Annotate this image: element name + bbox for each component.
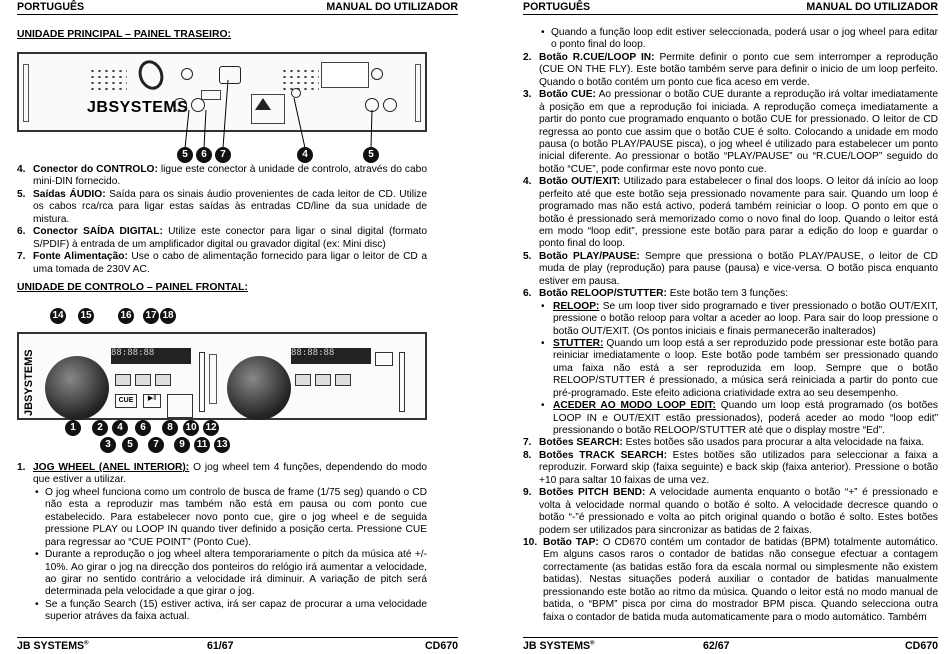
footer-page-number: 61/67: [207, 640, 234, 652]
front-badge: 4: [112, 420, 128, 436]
rear-badge: 5: [177, 147, 193, 163]
footer-page-number: 62/67: [703, 640, 730, 652]
front-badge: 2: [92, 420, 108, 436]
page-header: [523, 1, 938, 15]
front-panel-title: UNIDADE DE CONTROLO – PAINEL FRONTAL:: [17, 282, 248, 293]
right-page: [475, 0, 950, 654]
brand-logo: JBSYSTEMS: [87, 99, 189, 116]
brand-logo: JBSYSTEMS: [23, 349, 35, 416]
list-item: 4. Conector do CONTROLO: ligue este conector à unidade de controlo, através do cabo mini-DIN fornecido.: [17, 164, 427, 188]
list-item: 5. Saídas ÁUDIO: Saída para os sinais áudio provenientes de cada leitor de CD. Utilize os cabos rca/rca para ligar estas saídas às entradas CD/line da sua unidade de mistura.: [17, 188, 427, 225]
front-badge: 5: [122, 437, 138, 453]
header-manual-title: MANUAL DO UTILIZADOR: [806, 1, 938, 13]
list-item: 8. Botões TRACK SEARCH: Estes botões são utilizados para seleccionar a faixa a reproduzir. Forward skip (faixa seguinte) e back skip (faixa anterior). Pressione o botão +10 para saltar 10 faixas de uma vez.: [523, 449, 938, 486]
cue-button-illustration: CUE: [115, 394, 137, 408]
front-badge: 10: [183, 420, 199, 436]
jog-wheel-right: [227, 356, 291, 420]
bullet-item: • O jog wheel funciona como um controlo de busca de frame (1/75 seg) quando o CD não esta a reproduzir mas também não está em pausa ou com ponto cue estabelecido. Para estabelecer novo ponto cue, gire o jog wheel e de seguida pressione PLAY ou LOOP IN quando tiver definido a posição certa. Pressione CUE para regressar ao “CUE POINT” (Ponto Cue).: [35, 486, 427, 548]
rear-badge: 7: [215, 147, 231, 163]
front-badge: 13: [214, 437, 230, 453]
front-badge: 18: [160, 308, 176, 324]
right-items: [523, 27, 938, 624]
bullet-item: • Se a função Search (15) estiver activa, irá ser capaz de procurar a uma velocidade superior atráves da faixa actual.: [35, 598, 427, 623]
front-badge: 16: [118, 308, 134, 324]
page-footer: [523, 637, 938, 652]
list-item: 7. Botões SEARCH: Estes botões são usados para procurar a alta velocidade na faixa.: [523, 437, 925, 449]
footer-brand: JB SYSTEMS®: [523, 640, 595, 652]
bullet-item: • RELOOP: Se um loop tiver sido programado e tiver pressionado o botão OUT/EXIT, pressione o botão reloop para voltar a aceder ao loop. Para sair do loop pressione o botão OUT/EXIT. (Os pontos iniciais e finais permanecerão inalterados): [541, 300, 938, 337]
header-language: PORTUGUÊS: [523, 1, 591, 13]
list-item: 6. Conector SAÍDA DIGITAL: Utilize este conector para ligar o sinal digital (formato S/PDIF) à entrada de um amplificador digital ou gravador digital (ex: Mini disc): [17, 226, 427, 250]
footer-brand: JB SYSTEMS®: [17, 640, 89, 652]
front-items: [17, 462, 427, 624]
footer-model: CD670: [425, 640, 458, 652]
header-manual-title: MANUAL DO UTILIZADOR: [326, 1, 458, 13]
bullet-item: • ACEDER AO MODO LOOP EDIT: Quando um loop está programado (os botões LOOP IN e OUT/EXIT estão pressionados), poderá aceder ao modo “loop edit” pressionando o botão RELOOP/STUTTER até que o display mostre “Ed”.: [541, 400, 938, 436]
front-badge: 6: [135, 420, 151, 436]
front-badge: 9: [174, 437, 190, 453]
rear-items: [17, 164, 427, 276]
rear-badge: 4: [297, 147, 313, 163]
rear-badge: 6: [196, 147, 212, 163]
page-footer: [17, 637, 458, 652]
front-badge: 14: [50, 308, 66, 324]
rear-badge: 5: [363, 147, 379, 163]
bullet-item: • STUTTER: Quando um loop está a ser reproduzido pode pressionar este botão para reiniciar imediatamente o loop. Este botão pode também ser pressionado quando uma faixa não está a ser reproduzida em loop. Sempre que o botão RELOOP/STUTTER é pressionado, a música será reiniciada a partir do ponto cue pré-programado. Este efeito adiciona criatividade extra ao seu desempenho.: [541, 337, 938, 399]
list-item: 1. JOG WHEEL (ANEL INTERIOR): O jog wheel tem 4 funções, dependendo do modo que estiver a utilizar.: [17, 462, 427, 486]
front-panel-illustration: JBSYSTEMS 88:88:88 88:88:88 CUE ▶‖: [17, 332, 427, 420]
header-language: PORTUGUÊS: [17, 1, 85, 13]
footer-model: CD670: [905, 640, 938, 652]
front-badge: 8: [162, 420, 178, 436]
list-item: 5. Botão PLAY/PAUSE: Sempre que pressiona o botão PLAY/PAUSE, o leitor de CD muda de play (reprodução) para pause (pausa) e vice-versa. O botão pisca enquanto estiver em pausa.: [523, 250, 938, 287]
bullet-item: • Quando a função loop edit estiver seleccionada, poderá usar o jog wheel para editar o ponto final do loop.: [541, 27, 938, 51]
front-badge: 17: [143, 308, 159, 324]
list-item: 2. Botão R.CUE/LOOP IN: Permite definir o ponto cue sem interromper a reprodução (CUE ON THE FLY). Este botão também serve para definir o inicio de um loop perfeito. Quando o botão contém um ponto cue fica aceso em verde.: [523, 51, 938, 88]
front-badge: 3: [100, 437, 116, 453]
front-badge: 11: [194, 437, 210, 453]
bullet-item: • Durante a reprodução o jog wheel altera temporariamente o pitch da música até +/- 10%. Ao girar o jog na direcção dos ponteiros do relógio irá aumentar a velocidade, ao girar no sentido contrário a velocidade irá diminuir. A variação de pitch será determinada pela velocidade a que girar o jog.: [35, 549, 427, 598]
front-badge: 1: [65, 420, 81, 436]
rear-callout-lines: [0, 0, 475, 170]
front-badge: 15: [78, 308, 94, 324]
list-item: 10. Botão TAP: O CD670 contém um contador de batidas (BPM) totalmente automático. Em alguns casos raros o contador de batidas não consegue efectuar a contagem correctamente (as batidas estão fora da escala normal ou simplesmente não existem batidas). Nestas situações poderá auxiliar o contador de batidas manualmente pressionando este botão ao ritmo da música. Quando o leitor está no modo manual de batida, o “BPM” pisca por cima do mostrador BPM pisca. Quando selecciona outra faixa o contador de batida muda automaticamente para o modo automático. Também: [523, 536, 938, 623]
rear-panel-title: UNIDADE PRINCIPAL – PAINEL TRASEIRO:: [17, 29, 231, 40]
list-item: 6. Botão RELOOP/STUTTER: Este botão tem 3 funções:: [523, 288, 789, 300]
list-item: 4. Botão OUT/EXIT: Utilizado para estabelecer o final dos loops. O leitor dá início ao loop perfeito até que este botão seja pressionado novamente para sair. Quando um loop é programado mas não está activo, poderá também reiniciar o loop. O ponto em que o botão é pressionado será memorizado como o novo final do loop. Quando o leitor está em modo “loop edit”, pressione este botão para parar a edição do loop e guardar o ponto final do loop.: [523, 176, 938, 250]
front-badge: 12: [203, 420, 219, 436]
list-item: 7. Fonte Alimentação: Use o cabo de alimentação fornecido para ligar o leitor de CD a uma tomada de 230V AC.: [17, 251, 427, 275]
jog-wheel-left: [45, 356, 109, 420]
list-item: 3. Botão CUE: Ao pressionar o botão CUE durante a reprodução irá voltar imediatamente à posição em que a reprodução foi iniciada. A reprodução começa imediatamente a partir do ponto cue programado enquanto o botão CUE for pressionado. O leitor de CD regressa ao ponto cue assim que o botão CUE é solto. Colocando a unidade em modo pausa (o botão PLAY/PAUSE pisca), o jog wheel é utilizado para estabelecer um ponto inicial diferente. Ao pressionar o botão “PLAY/PAUSE” ou “R.CUE/LOOP” seguido do botão “CUE”, pode confirmar este novo ponto cue.: [523, 89, 939, 175]
front-badge: 7: [148, 437, 164, 453]
list-item: 9. Botões PITCH BEND: A velocidade aumenta enquanto o botão “+” é pressionado e volta à velocidade normal quando o botão é solto. A velocidade decresce quando o botão “-”é pressionado e volta ao pitch original quando o botão é solto. Estes botões podem ser utilizados para sincronizar as batidas de 2 faixas.: [523, 487, 938, 536]
